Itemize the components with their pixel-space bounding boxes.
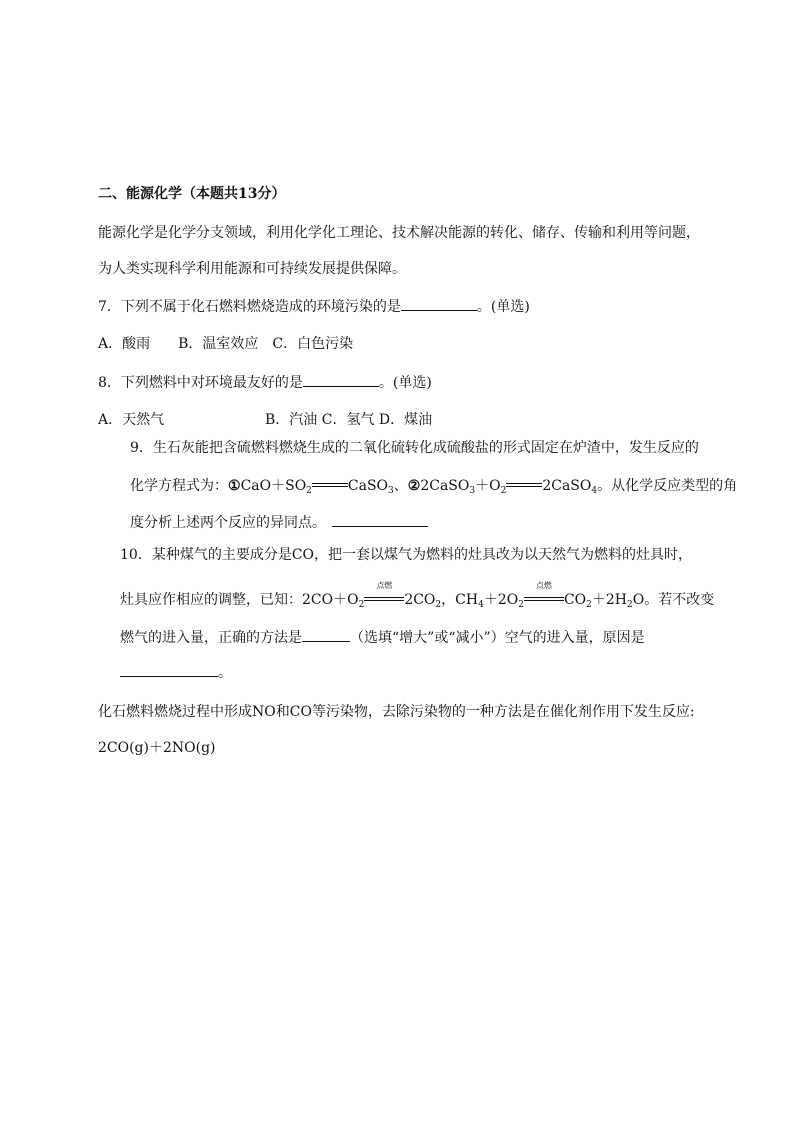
q7-stem: 7．下列不属于化石燃料燃烧造成的环境污染的是 [98, 299, 401, 315]
q9-answer-blank [332, 512, 428, 527]
circled-two: ② [407, 478, 421, 494]
q10-line-2-end: O。若不改变 [632, 592, 715, 608]
q10-line-3-text: 燃气的进入量，正确的方法是 [120, 630, 302, 646]
circled-one: ① [228, 478, 241, 494]
subscript: 2 [586, 600, 592, 610]
q10-line-4 [120, 662, 232, 683]
q10-reason-blank [120, 662, 218, 677]
q10-eq1-condition-sign [364, 581, 404, 604]
eq2-product: 2CaSO [542, 478, 592, 494]
q9-line-1: 9．生石灰能把含硫燃料燃烧生成的二氧化硫转化成硫酸盐的形式固定在炉渣中，发生反应的 [130, 440, 699, 456]
q10-line-3 [120, 627, 645, 648]
subscript: 2 [358, 600, 365, 610]
intro-line-2: 为人类实现科学利用能源和可持续发展提供保障。 [98, 261, 406, 277]
subscript: 2 [518, 600, 524, 610]
q10-line-3-rest: （选填“增大”或“减小”）空气的进入量，原因是 [350, 630, 645, 646]
q9-line-3-text: 度分析上述两个反应的异同点。 [130, 515, 326, 531]
q8-option-a: A．天然气 [98, 412, 165, 428]
question-7 [98, 296, 530, 317]
q8-stem: 8．下列燃料中对环境最友好的是 [98, 375, 303, 391]
q7-options: A．酸雨 B．温室效应 C．白色污染 [98, 336, 354, 352]
subscript: 2 [627, 600, 633, 610]
eq2-equals-sign [506, 476, 542, 490]
q10-eq2-condition-sign [524, 581, 564, 604]
separator: 、 [393, 478, 408, 494]
q10-eq1-reactants: 灶具应作相应的调整，已知：2CO＋O [120, 592, 359, 608]
subscript: 4 [478, 600, 484, 610]
intro-line-1: 能源化学是化学分支领域，利用化学化工理论、技术解决能源的转化、储存、传输和利用等问题， [98, 225, 700, 241]
condition-label: 点燃 [376, 581, 393, 590]
q10-line-1: 10．某种煤气的主要成分是CO，把一套以煤气为燃料的灶具改为以天然气为燃料的灶具时， [120, 547, 693, 563]
tail-line-2: 2CO(g)＋2NO(g) [98, 740, 216, 756]
tail-line-1: 化石燃料燃烧过程中形成NO和CO等污染物，去除污染物的一种方法是在催化剂作用下发生反应: [98, 704, 695, 720]
q10-eq2-reactant-2: ＋2O [483, 592, 519, 608]
eq1-product: CaSO [347, 478, 389, 494]
eq2-reactant-1: 2CaSO [420, 478, 470, 494]
section-title: 二、能源化学（本题共13分） [98, 186, 286, 202]
subscript: 2 [306, 486, 312, 496]
condition-label: 点燃 [535, 581, 552, 590]
subscript: 2 [500, 486, 507, 496]
subscript: 4 [591, 486, 598, 496]
q10-line-4-end: 。 [218, 665, 232, 681]
q8-answer-blank [303, 372, 379, 387]
question-8 [98, 372, 432, 393]
q9-eq-prefix: 化学方程式为： [130, 478, 228, 494]
q10-eq1-product: 2CO [404, 592, 436, 608]
q10-choice-blank [302, 627, 350, 642]
q10-eq2-reactant-1: ，CH [441, 592, 479, 608]
q10-eq2-product-1: CO [563, 592, 587, 608]
q8-stem-end: 。(单选) [378, 375, 432, 391]
q10-eq2-product-2: ＋2H [591, 592, 627, 608]
q8-options-rest: B．汽油 C．氢气 D．煤油 [265, 412, 433, 428]
q7-stem-end: 。(单选) [476, 299, 530, 315]
q9-line-2 [130, 476, 737, 496]
subscript: 2 [435, 600, 442, 610]
eq2-reactant-2: ＋O [475, 478, 501, 494]
q9-line-3 [130, 512, 428, 533]
eq1-reactants: CaO＋SO [240, 478, 307, 494]
subscript: 3 [388, 486, 394, 496]
q9-eq-suffix: 。从化学反应类型的角 [597, 478, 738, 494]
q7-answer-blank [401, 296, 477, 311]
q10-line-2 [120, 581, 715, 610]
eq1-equals-sign [312, 476, 348, 490]
subscript: 3 [469, 486, 476, 496]
